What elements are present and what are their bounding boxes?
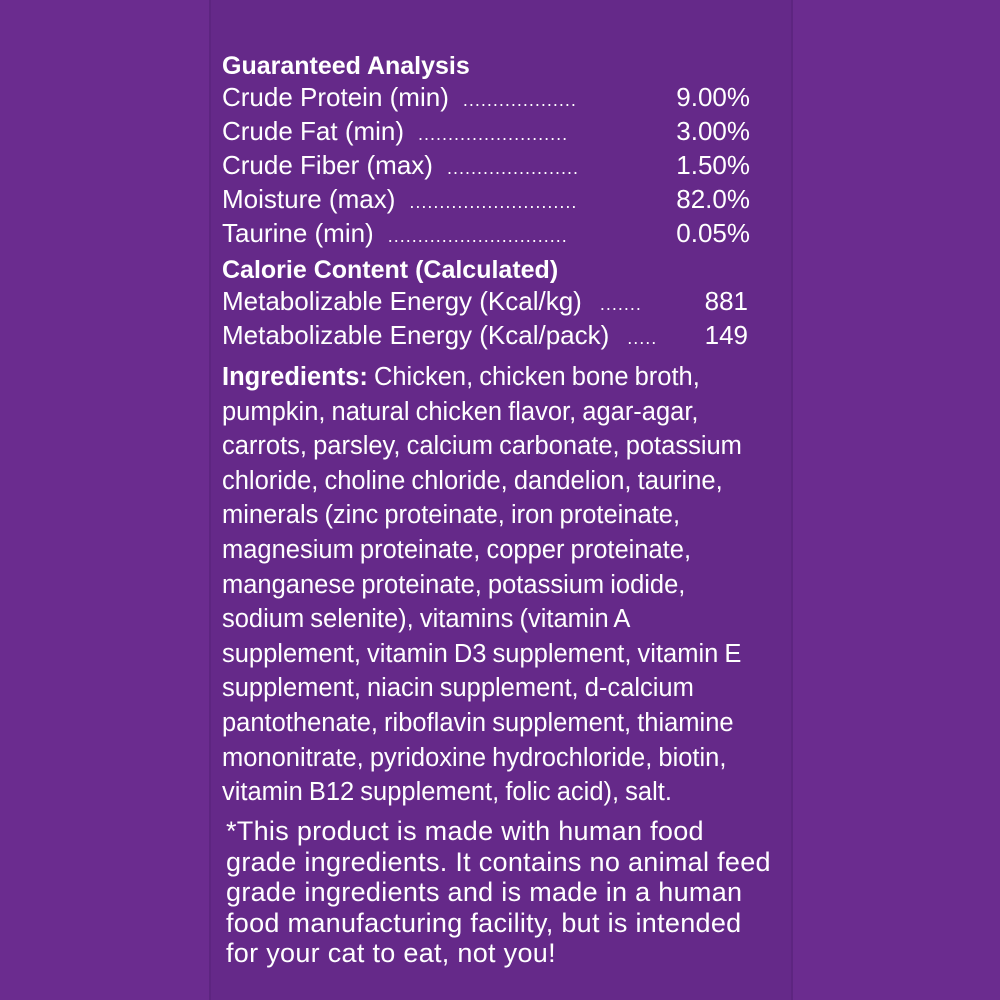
background-right (792, 0, 1000, 1000)
panel-edge-left (209, 0, 211, 1000)
analysis-label: Crude Protein (min) (222, 82, 449, 112)
background-left (0, 0, 210, 1000)
analysis-row-taurine (222, 216, 750, 250)
panel-edge-right (791, 0, 793, 1000)
nutrition-label (222, 52, 782, 810)
analysis-value: 1.50% (676, 150, 750, 180)
analysis-value: 9.00% (676, 82, 750, 112)
calorie-value: 881 (704, 286, 748, 316)
analysis-heading: Guaranteed Analysis (222, 52, 470, 80)
calorie-content (222, 256, 748, 352)
ingredients-paragraph (222, 360, 770, 810)
ingredients-label: Ingredients: (222, 363, 368, 391)
analysis-row-fiber (222, 148, 750, 182)
calorie-value: 149 (704, 320, 748, 350)
calorie-row-kg (222, 284, 748, 318)
calorie-row-pack (222, 318, 748, 352)
leader-dots: ...................... (446, 158, 579, 178)
analysis-label: Crude Fiber (max) (222, 150, 433, 180)
analysis-value: 3.00% (676, 116, 750, 146)
analysis-value: 0.05% (676, 218, 750, 248)
leader-dots: ......................... (418, 124, 569, 144)
leader-dots: ................... (462, 90, 577, 110)
leader-dots: ..... (627, 328, 658, 348)
leader-dots: ............................ (409, 192, 578, 212)
analysis-value: 82.0% (676, 184, 750, 214)
calorie-heading: Calorie Content (Calculated) (222, 256, 559, 284)
human-grade-note: *This product is made with human food grade ingredients. It contains no animal feed grade ingredients and is made in a human food manufacturing facility, but is intended for your cat to eat, not you! (226, 816, 771, 968)
guaranteed-analysis (222, 52, 750, 250)
analysis-row-protein (222, 80, 750, 114)
leader-dots: ....... (599, 294, 642, 314)
calorie-label: Metabolizable Energy (Kcal/pack) (222, 320, 610, 350)
leader-dots: .............................. (387, 226, 568, 246)
calorie-label: Metabolizable Energy (Kcal/kg) (222, 286, 582, 316)
analysis-row-moisture (222, 182, 750, 216)
analysis-label: Moisture (max) (222, 184, 396, 214)
analysis-label: Crude Fat (min) (222, 116, 405, 146)
ingredients-text: Chicken, chicken bone broth, pumpkin, natural chicken flavor, agar-agar, carrots, parsley, calcium carbonate, potassium chloride, choline chloride, dandelion, taurine, minerals (zinc proteinate, iron proteinate, magnesium proteinate, copper proteinate, manganese proteinate, potassium iodide, sodium selenite), vitamins (vitamin A supplement, vitamin D3 supplement, vitamin E supplement, niacin supplement, d-calcium pantothenate, riboflavin supplement, thiamine mononitrate, pyridoxine hydrochloride, biotin, vitamin B12 supplement, folic acid), salt. (222, 363, 742, 807)
analysis-label: Taurine (min) (222, 218, 374, 248)
analysis-row-fat (222, 114, 750, 148)
